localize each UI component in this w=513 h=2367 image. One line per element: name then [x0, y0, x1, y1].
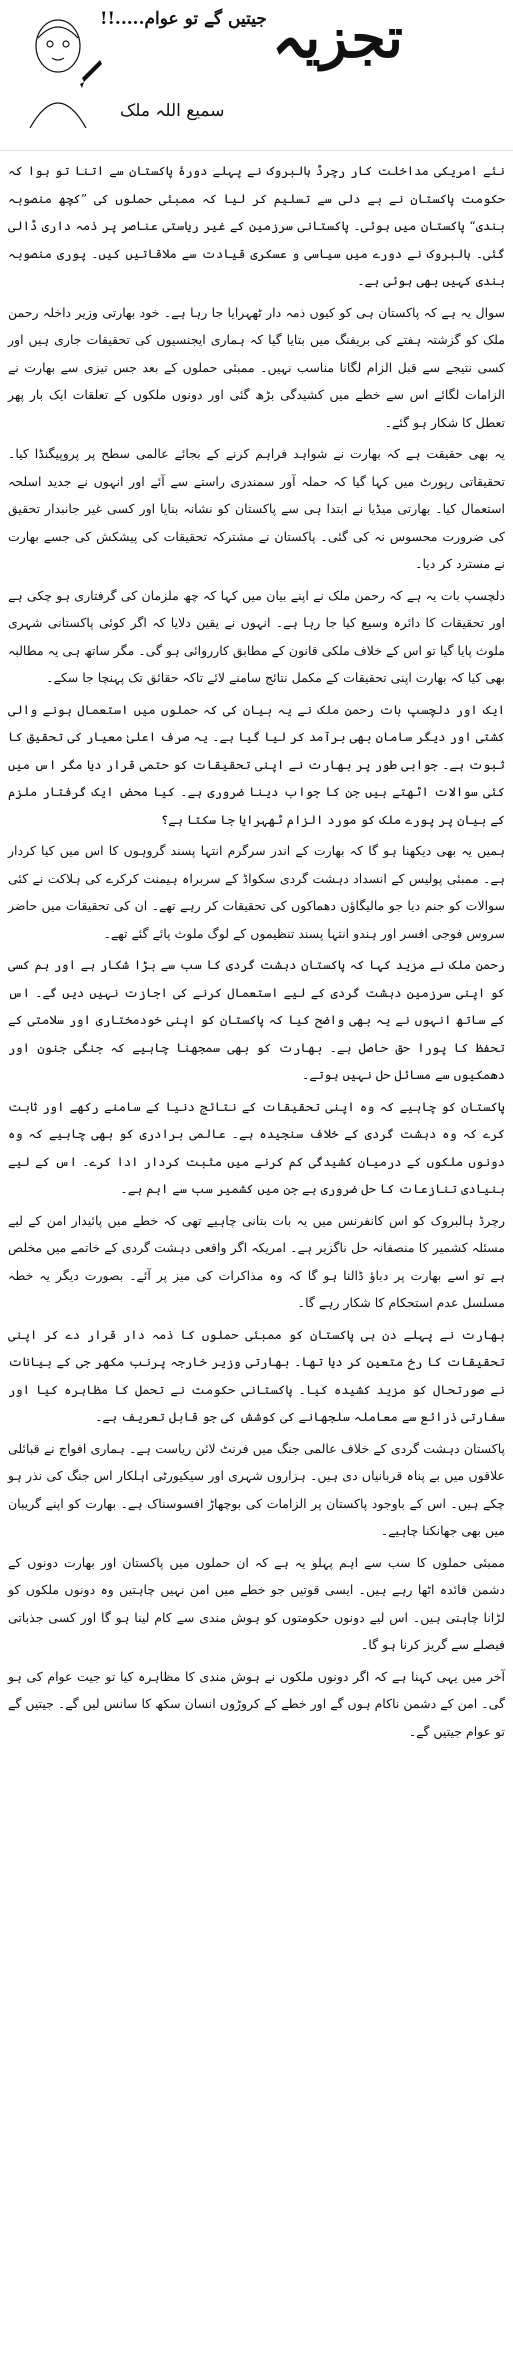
columnist-portrait-icon: [10, 8, 105, 138]
kicker-headline: جیتیں گے تو عوام.....!!: [100, 9, 267, 29]
paragraph: ممبئی حملوں کا سب سے اہم پہلو یہ ہے کہ ان حملوں میں پاکستان اور بھارت دونوں کے دشمن فائدہ اٹھا رہے ہیں۔ ایسی قوتیں جو خطے میں امن نہیں چاہتیں وہ دونوں ملکوں کو لڑانا چاہتی ہیں۔ اس لیے دونوں حکومتوں کو ہوش مندی سے کام لینا ہو گا اور کسی جذباتی فیصلے سے گریز کرنا ہو گا۔: [8, 1554, 505, 1652]
column-title: تجزیہ: [271, 5, 403, 71]
paragraph: پاکستان کو چاہیے کہ وہ اپنی تحقیقات کے نتائج دنیا کے سامنے رکھے اور ثابت کرے کہ وہ دہشت گردی کے خلاف سنجیدہ ہے۔ عالمی برادری کو بھی چاہیے کہ وہ دونوں ملکوں کے درمیان کشیدگی کم کرنے میں مثبت کردار ادا کرے۔ اس کے لیے بنیادی تنازعات کا حل ضروری ہے جن میں کشمیر سب سے اہم ہے۔: [8, 1098, 505, 1196]
column-header: [0, 0, 513, 151]
paragraph: نئے امریکی مداخلت کار رچرڈ ہالبروک نے پہلے دورۂ پاکستان سے اتنا تو ہوا کہ حکومت پاکستان نے بے دلی سے تسلیم کر لیا کہ ممبئی حملوں کی ”کچھ منصوبہ بندی“ پاکستان میں ہوئی۔ پاکستانی سرزمین کے غیر ریاستی عناصر پر ذمہ داری ڈالی گئی۔ ہالبروک نے دورے میں سیاسی و عسکری قیادت سے ملاقاتیں کیں۔ پوری منصوبہ بندی کہیں بھی ہوئی ہے۔: [8, 163, 505, 288]
paragraph: ایک اور دلچسپ بات رحمن ملک نے یہ بیان کی کہ حملوں میں استعمال ہونے والی کشتی اور دیگر سامان بھی برآمد کر لیا گیا ہے۔ یہ صرف اعلیٰ معیار کی تحقیق کا ثبوت ہے۔ جوابی طور پر بھارت نے اپنی تحقیقات کو حتمی قرار دیا مگر اس میں کئی سوالات اٹھتے ہیں جن کا جواب دینا ضروری ہے۔ کیا محض ایک گرفتار ملزم کے بیان پر پورے ملک کو مورد الزام ٹھہرایا جا سکتا ہے؟: [8, 701, 505, 827]
paragraph: سوال یہ ہے کہ پاکستان ہی کو کیوں ذمہ دار ٹھہرایا جا رہا ہے۔ خود بھارتی وزیر داخلہ رحمن ملک کو گزشتہ ہفتے کی بریفنگ میں بتایا گیا کہ ہماری ایجنسیوں کی تحقیقات جاری ہیں اور کسی نتیجے سے قبل الزام لگانا مناسب نہیں۔ ممبئی حملوں کے بعد جس تیزی سے بھارت نے الزامات لگائے اس سے خطے میں کشیدگی بڑھ گئی اور دونوں ملکوں کے تعلقات ایک بار پھر تعطل کا شکار ہو گئے۔: [8, 304, 505, 430]
article-body: [0, 151, 513, 1749]
paragraph: ہمیں یہ بھی دیکھنا ہو گا کہ بھارت کے اندر سرگرم انتہا پسند گروہوں کا اس میں کیا کردار ہے۔ ممبئی پولیس کے انسداد دہشت گردی سکواڈ کے سربراہ ہیمنت کرکرے کی ہلاکت نے کئی سوالات کو جنم دیا جو مالیگاؤں دھماکوں کی تحقیقات کر رہے تھے۔ ان کی تحقیقات میں حاضر سروس فوجی افسر اور ہندو انتہا پسند تنظیموں کے لوگ ملوث پائے گئے تھے۔: [8, 843, 505, 941]
paragraph: دلچسپ بات یہ ہے کہ رحمن ملک نے اپنے بیان میں کہا کہ چھ ملزمان کی گرفتاری ہو چکی ہے اور تحقیقات کا دائرہ وسیع کیا جا رہا ہے۔ انہوں نے یقین دلایا کہ اگر کوئی پاکستانی شہری ملوث پایا گیا تو اس کے خلاف ملکی قانون کے مطابق کارروائی ہو گی۔ مگر ساتھ ہی یہ مطالبہ بھی کیا کہ بھارت اپنی تحقیقات کے مکمل نتائج سامنے لائے تاکہ حقائق تک پہنچا جا سکے۔: [8, 587, 505, 685]
paragraph: یہ بھی حقیقت ہے کہ بھارت نے شواہد فراہم کرنے کے بجائے عالمی سطح پر پروپیگنڈا کیا۔ تحقیقاتی رپورٹ میں کہا گیا کہ حملہ آور سمندری راستے سے آئے اور انہوں نے جدید اسلحہ استعمال کیا۔ بھارتی میڈیا نے ابتدا ہی سے پاکستان کو نشانہ بنایا اور کسی غیر جانبدار تحقیق کی ضرورت محسوس نہ کی گئی۔ پاکستان نے مشترکہ تحقیقات کی پیشکش کی جسے بھارت نے مسترد کر دیا۔: [8, 446, 505, 571]
paragraph: آخر میں یہی کہنا ہے کہ اگر دونوں ملکوں نے ہوش مندی کا مظاہرہ کیا تو جیت عوام کی ہو گی۔ امن کے دشمن ناکام ہوں گے اور خطے کے کروڑوں انسان سکھ کا سانس لیں گے۔ جیتیں گے تو عوام جیتیں گے۔: [8, 1668, 505, 1739]
paragraph: پاکستان دہشت گردی کے خلاف عالمی جنگ میں فرنٹ لائن ریاست ہے۔ ہماری افواج نے قبائلی علاقوں میں بے پناہ قربانیاں دی ہیں۔ ہزاروں شہری اور سیکیورٹی اہلکار اس جنگ کی نذر ہو چکے ہیں۔ اس کے باوجود پاکستان پر الزامات کی بوچھاڑ افسوسناک ہے۔ بھارت کو اپنے گریبان میں بھی جھانکنا چاہیے۔: [8, 1440, 505, 1538]
paragraph: رچرڈ ہالبروک کو اس کانفرنس میں یہ بات بتانی چاہیے تھی کہ خطے میں پائیدار امن کے لیے مسئلہ کشمیر کا منصفانہ حل ناگزیر ہے۔ امریکہ اگر واقعی دہشت گردی کے خاتمے میں مخلص ہے تو اسے بھارت پر دباؤ ڈالنا ہو گا کہ وہ مذاکرات کی میز پر آئے۔ بصورت دیگر یہ خطہ مسلسل عدم استحکام کا شکار رہے گا۔: [8, 1212, 505, 1310]
author-name: سمیع اللہ ملک: [120, 101, 225, 121]
paragraph: بھارت نے پہلے دن ہی پاکستان کو ممبئی حملوں کا ذمہ دار قرار دے کر اپنی تحقیقات کا رخ متعین کر دیا تھا۔ بھارتی وزیر خارجہ پرنب مکھر جی کے بیانات نے صورتحال کو مزید کشیدہ کیا۔ پاکستانی حکومت نے تحمل کا مظاہرہ کیا اور سفارتی ذرائع سے معاملہ سلجھانے کی کوشش کی جو قابل تعریف ہے۔: [8, 1326, 505, 1424]
paragraph: رحمن ملک نے مزید کہا کہ پاکستان دہشت گردی کا سب سے بڑا شکار ہے اور ہم کسی کو اپنی سرزمین دہشت گردی کے لیے استعمال کرنے کی اجازت نہیں دیں گے۔ اس کے ساتھ انہوں نے یہ بھی واضح کیا کہ پاکستان کو اپنی خودمختاری اور سلامتی کے تحفظ کا پورا حق حاصل ہے۔ بھارت کو بھی سمجھنا چاہیے کہ جنگی جنون اور دھمکیوں سے مسائل حل نہیں ہوتے۔: [8, 957, 505, 1082]
